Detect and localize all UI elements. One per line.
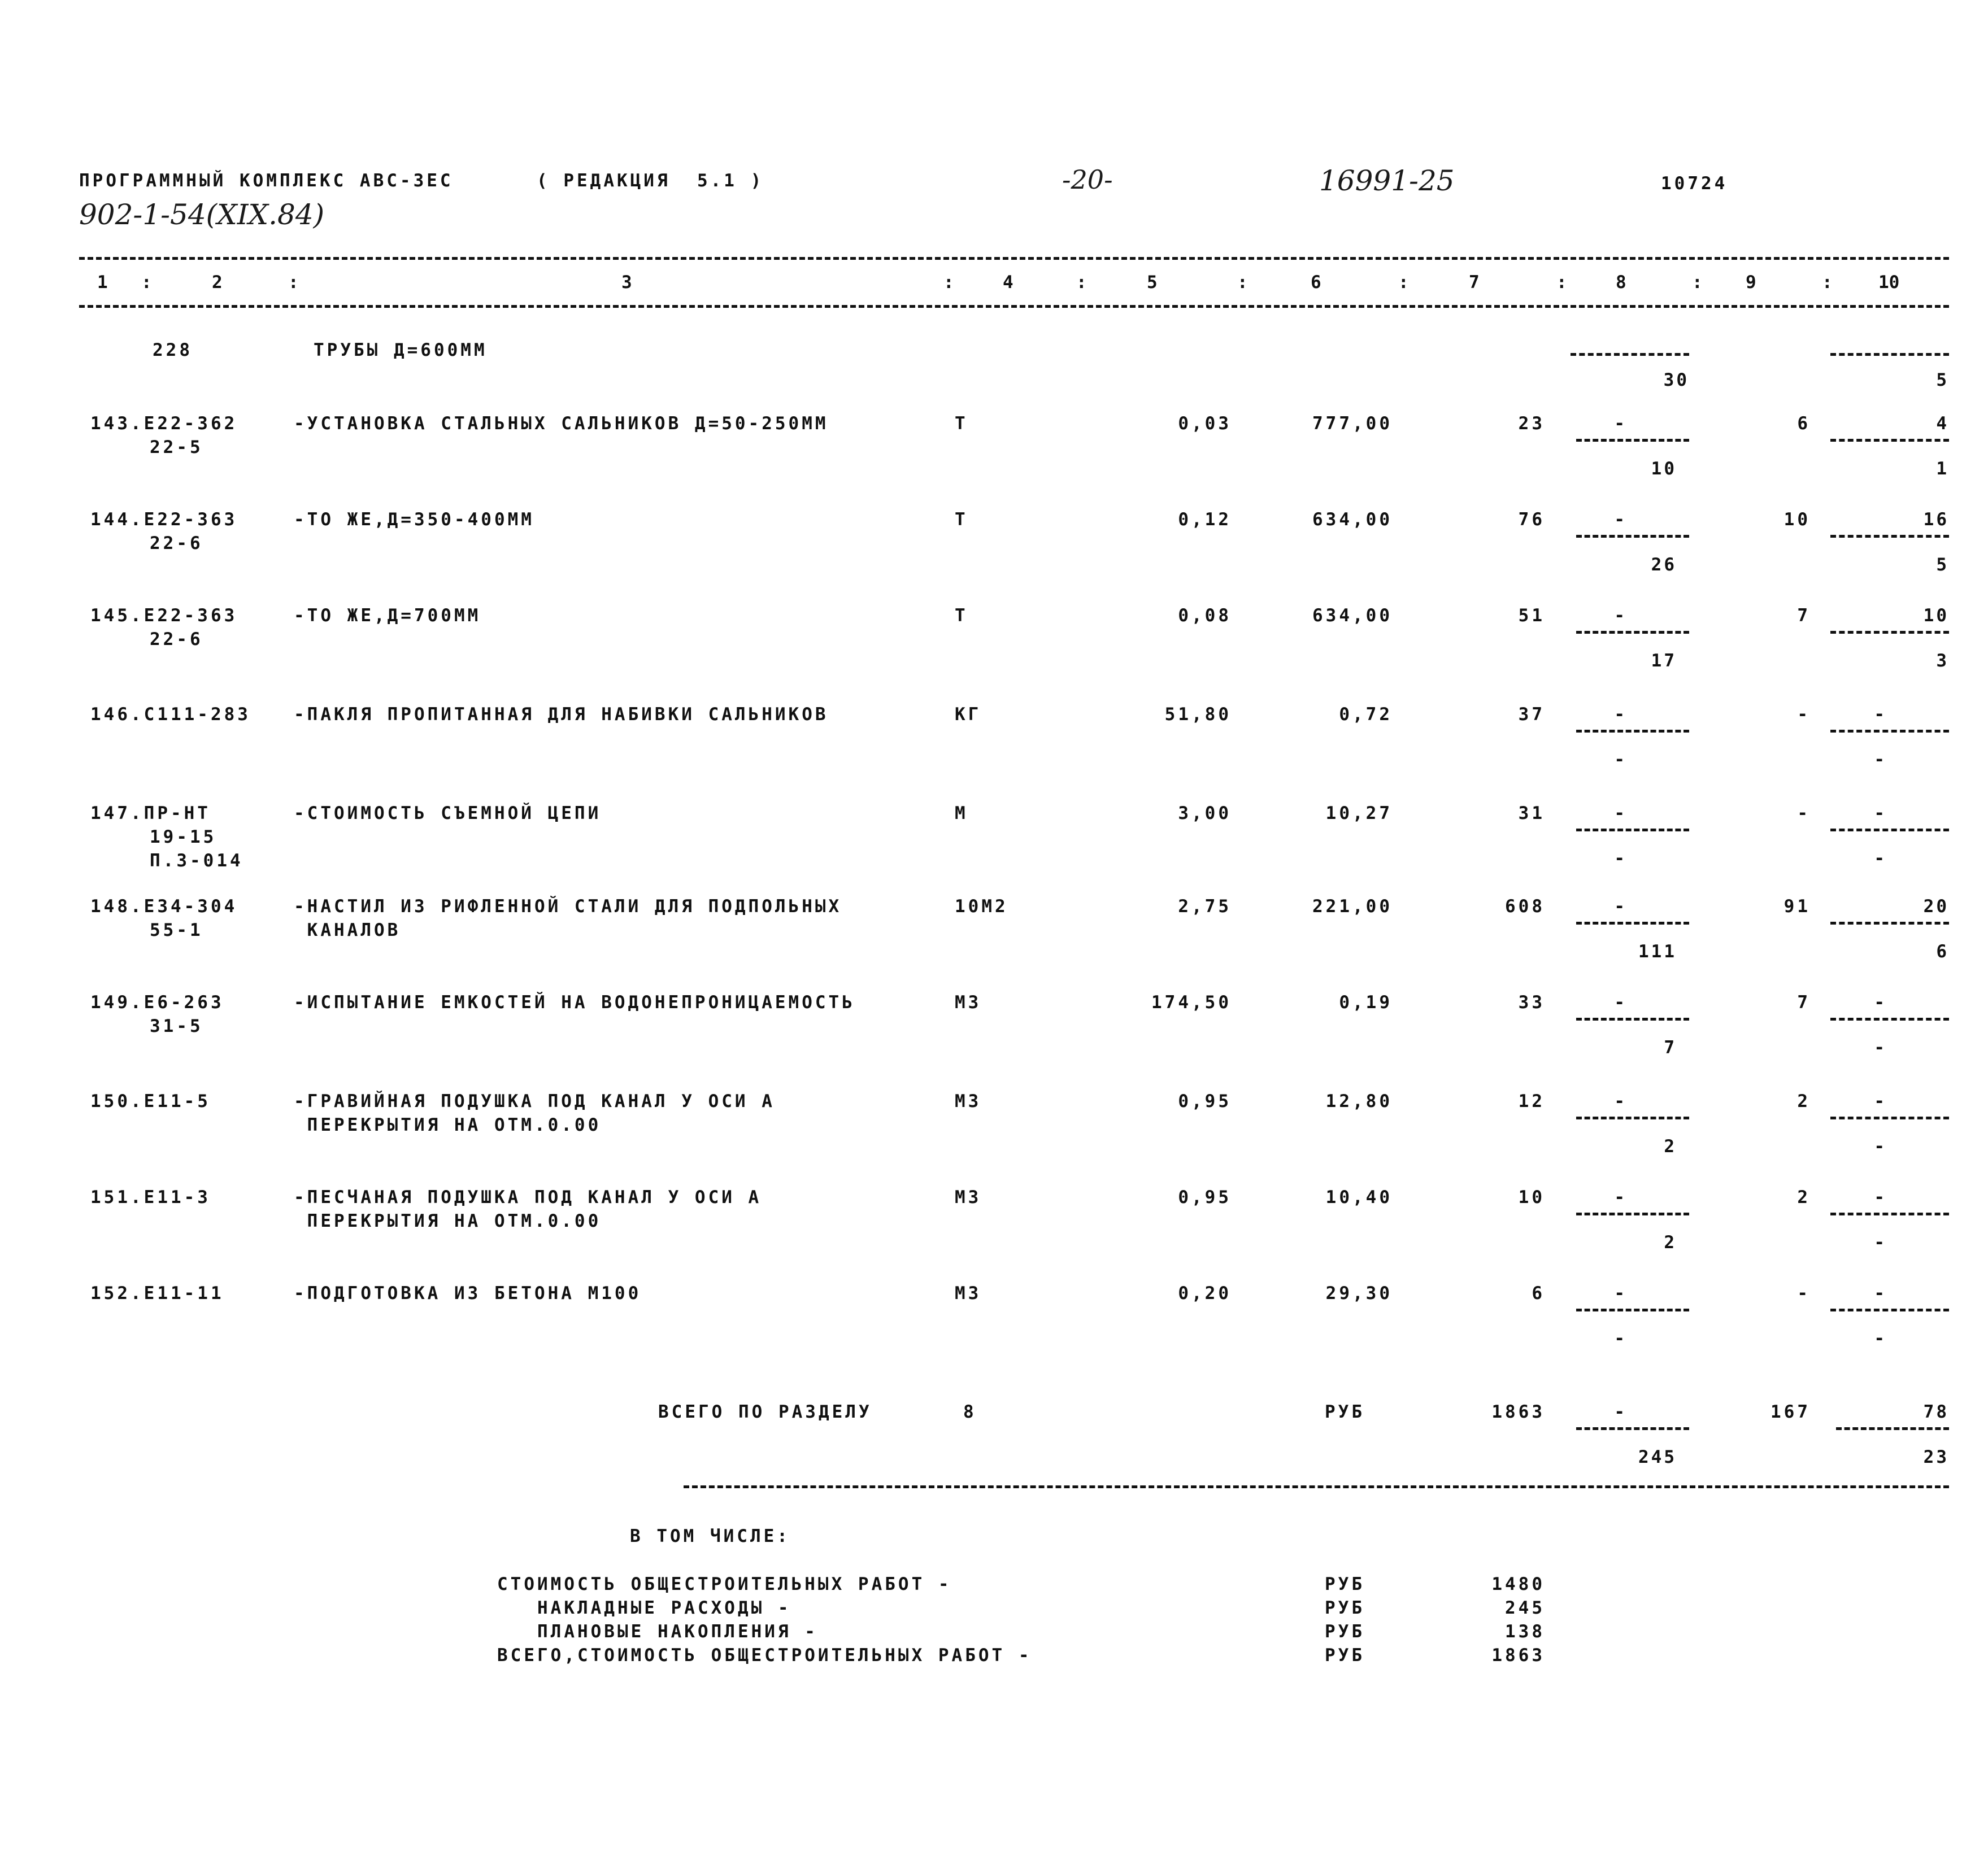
col-sep: : <box>1692 272 1703 293</box>
total-col7: 1863 <box>1491 1402 1545 1422</box>
col-header-8: 8 <box>1616 272 1626 293</box>
breakdown-value: 1863 <box>1491 1645 1545 1666</box>
row-number: 150.Е11-5 <box>90 1091 211 1112</box>
row-col9: 2 <box>1797 1091 1811 1112</box>
row-quantity: 0,12 <box>1178 509 1232 530</box>
row-unit-price: 10,40 <box>1325 1187 1393 1208</box>
row-col10: - - <box>1819 994 1949 1056</box>
col-sep: : <box>943 272 954 293</box>
row-col10: 4 1 <box>1819 415 1949 477</box>
row-total: 12 <box>1518 1091 1545 1112</box>
breakdown-label: ПЛАНОВЫЕ НАКОПЛЕНИЯ - <box>497 1622 818 1642</box>
row-total: 51 <box>1518 605 1545 626</box>
row-col8: - 10 <box>1559 415 1689 477</box>
row-unit-price: 0,19 <box>1339 992 1393 1013</box>
row-quantity: 0,03 <box>1178 413 1232 434</box>
row-code-line: 22-6 <box>150 629 203 650</box>
breakdown-unit: РУБ <box>1325 1598 1365 1618</box>
row-number: 144.Е22-363 <box>90 509 238 530</box>
row-total: 6 <box>1532 1283 1545 1304</box>
row-col10: 16 5 <box>1819 511 1949 573</box>
row-col8: - 2 <box>1559 1093 1689 1155</box>
total-section-number: 8 <box>963 1402 977 1422</box>
row-total: 23 <box>1518 413 1545 434</box>
row-col9: - <box>1797 1283 1811 1304</box>
row-description: -ПЕСЧАНАЯ ПОДУШКА ПОД КАНАЛ У ОСИ А <box>294 1187 762 1208</box>
row-col8: - 7 <box>1559 994 1689 1056</box>
row-total: 608 <box>1505 896 1545 917</box>
edition: ( РЕДАКЦИЯ 5.1 ) <box>537 171 764 191</box>
section-col8: 30 <box>1565 339 1689 395</box>
breakdown-label: ВСЕГО,СТОИМОСТЬ ОБЩЕСТРОИТЕЛЬНЫХ РАБОТ - <box>497 1645 1032 1666</box>
row-col9: 7 <box>1797 992 1811 1013</box>
col-header-5: 5 <box>1147 272 1158 293</box>
row-col10: 10 3 <box>1819 607 1949 669</box>
row-unit-price: 221,00 <box>1312 896 1393 917</box>
row-unit: М3 <box>955 992 982 1013</box>
row-col8: - - <box>1559 706 1689 768</box>
row-code-line: 31-5 <box>150 1016 203 1036</box>
col-sep: : <box>1556 272 1567 293</box>
breakdown-value: 1480 <box>1491 1574 1545 1594</box>
row-unit: М3 <box>955 1283 982 1304</box>
col-header-4: 4 <box>1003 272 1013 293</box>
row-total: 76 <box>1518 509 1545 530</box>
row-code-line: П.3-014 <box>150 851 243 871</box>
row-col9: 91 <box>1783 896 1811 917</box>
row-number: 146.С111-283 <box>90 704 251 725</box>
row-col9: 7 <box>1797 605 1811 626</box>
section-col10: 5 <box>1825 339 1949 395</box>
row-unit: Т <box>955 413 968 434</box>
program-name: ПРОГРАММНЫЙ КОМПЛЕКС АВС-3ЕС <box>79 171 454 191</box>
row-quantity: 0,08 <box>1178 605 1232 626</box>
row-quantity: 51,80 <box>1164 704 1232 725</box>
row-col8: - 17 <box>1559 607 1689 669</box>
row-description: ПЕРЕКРЫТИЯ НА ОТМ.0.00 <box>294 1211 602 1231</box>
row-unit-price: 12,80 <box>1325 1091 1393 1112</box>
row-number: 152.Е11-11 <box>90 1283 224 1304</box>
row-quantity: 0,20 <box>1178 1283 1232 1304</box>
row-quantity: 0,95 <box>1178 1187 1232 1208</box>
col-sep: : <box>1076 272 1087 293</box>
row-unit: М3 <box>955 1091 982 1112</box>
row-description: КАНАЛОВ <box>294 920 401 940</box>
breakdown-unit: РУБ <box>1325 1645 1365 1666</box>
breakdown-label: НАКЛАДНЫЕ РАСХОДЫ - <box>497 1598 791 1618</box>
breakdown-unit: РУБ <box>1325 1622 1365 1642</box>
document-number: 16991-25 <box>1319 164 1455 197</box>
row-unit-price: 0,72 <box>1339 704 1393 725</box>
row-quantity: 174,50 <box>1151 992 1232 1013</box>
row-col9: 2 <box>1797 1187 1811 1208</box>
col-sep: : <box>141 272 152 293</box>
row-description: -НАСТИЛ ИЗ РИФЛЕННОЙ СТАЛИ ДЛЯ ПОДПОЛЬНЫХ <box>294 896 842 917</box>
row-col10: - - <box>1819 805 1949 867</box>
row-description: -ТО ЖЕ,Д=700ММ <box>294 605 481 626</box>
row-description: -УСТАНОВКА СТАЛЬНЫХ САЛЬНИКОВ Д=50-250ММ <box>294 413 829 434</box>
col-header-2: 2 <box>212 272 223 293</box>
row-unit: Т <box>955 509 968 530</box>
row-description: ПЕРЕКРЫТИЯ НА ОТМ.0.00 <box>294 1115 602 1135</box>
row-code-line: 55-1 <box>150 920 203 940</box>
row-total: 31 <box>1518 803 1545 823</box>
total-unit: РУБ <box>1325 1402 1365 1422</box>
col-header-3: 3 <box>621 272 632 293</box>
row-unit: М3 <box>955 1187 982 1208</box>
row-description: -ГРАВИЙНАЯ ПОДУШКА ПОД КАНАЛ У ОСИ А <box>294 1091 775 1112</box>
row-description: -ИСПЫТАНИЕ ЕМКОСТЕЙ НА ВОДОНЕПРОНИЦАЕМОСТЬ <box>294 992 855 1013</box>
breakdown-title: В ТОМ ЧИСЛЕ: <box>630 1526 790 1546</box>
row-quantity: 0,95 <box>1178 1091 1232 1112</box>
col-header-6: 6 <box>1311 272 1321 293</box>
row-code-line: 22-6 <box>150 533 203 553</box>
row-unit-price: 634,00 <box>1312 509 1393 530</box>
row-col8: - - <box>1559 1285 1689 1347</box>
row-col10: - - <box>1819 1093 1949 1155</box>
document-code: 10724 <box>1661 173 1728 194</box>
row-col9: - <box>1797 803 1811 823</box>
total-col9: 167 <box>1771 1402 1811 1422</box>
row-unit: КГ <box>955 704 982 725</box>
row-unit-price: 10,27 <box>1325 803 1393 823</box>
row-col10: - - <box>1819 1285 1949 1347</box>
row-col9: - <box>1797 704 1811 725</box>
row-unit: Т <box>955 605 968 626</box>
row-col8: - 26 <box>1559 511 1689 573</box>
header-rule-top <box>79 257 1949 260</box>
breakdown-value: 245 <box>1505 1598 1545 1618</box>
row-total: 33 <box>1518 992 1545 1013</box>
row-code-line: 19-15 <box>150 827 217 847</box>
row-total: 10 <box>1518 1187 1545 1208</box>
page-number: -20- <box>1062 164 1113 195</box>
row-col10: 20 6 <box>1819 898 1949 960</box>
section-code: 228 <box>153 340 193 360</box>
total-col8: - 245 <box>1559 1404 1689 1466</box>
row-col10: - - <box>1819 1189 1949 1251</box>
breakdown-label: СТОИМОСТЬ ОБЩЕСТРОИТЕЛЬНЫХ РАБОТ - <box>497 1574 952 1594</box>
row-unit: М <box>955 803 968 823</box>
row-code-line: 22-5 <box>150 437 203 457</box>
breakdown-unit: РУБ <box>1325 1574 1365 1594</box>
total-underline <box>684 1485 1949 1488</box>
row-unit-price: 777,00 <box>1312 413 1393 434</box>
row-unit-price: 29,30 <box>1325 1283 1393 1304</box>
total-col10: 78 23 <box>1819 1404 1949 1466</box>
row-description: -ПОДГОТОВКА ИЗ БЕТОНА М100 <box>294 1283 642 1304</box>
breakdown-value: 138 <box>1505 1622 1545 1642</box>
col-sep: : <box>1237 272 1248 293</box>
row-col9: 10 <box>1783 509 1811 530</box>
row-number: 149.Е6-263 <box>90 992 224 1013</box>
col-header-10: 10 <box>1878 272 1900 293</box>
col-sep: : <box>288 272 299 293</box>
col-header-9: 9 <box>1746 272 1756 293</box>
row-quantity: 3,00 <box>1178 803 1232 823</box>
row-col10: - - <box>1819 706 1949 768</box>
row-number: 147.ПР-НТ <box>90 803 211 823</box>
col-header-7: 7 <box>1469 272 1480 293</box>
row-unit-price: 634,00 <box>1312 605 1393 626</box>
row-unit: 10М2 <box>955 896 1008 917</box>
col-header-1: 1 <box>97 272 108 293</box>
row-quantity: 2,75 <box>1178 896 1232 917</box>
header-rule-bottom <box>79 305 1949 308</box>
col-sep: : <box>1822 272 1833 293</box>
section-title: ТРУБЫ Д=600ММ <box>314 340 488 360</box>
row-col8: - 111 <box>1559 898 1689 960</box>
row-number: 151.Е11-3 <box>90 1187 211 1208</box>
row-description: -ПАКЛЯ ПРОПИТАННАЯ ДЛЯ НАБИВКИ САЛЬНИКОВ <box>294 704 829 725</box>
row-number: 145.Е22-363 <box>90 605 238 626</box>
row-col8: - - <box>1559 805 1689 867</box>
row-col9: 6 <box>1797 413 1811 434</box>
row-description: -ТО ЖЕ,Д=350-400ММ <box>294 509 534 530</box>
row-number: 148.Е34-304 <box>90 896 238 917</box>
col-sep: : <box>1398 272 1409 293</box>
row-number: 143.Е22-362 <box>90 413 238 434</box>
row-description: -СТОИМОСТЬ СЪЕМНОЙ ЦЕПИ <box>294 803 602 823</box>
row-col8: - 2 <box>1559 1189 1689 1251</box>
total-label: ВСЕГО ПО РАЗДЕЛУ <box>658 1402 872 1422</box>
row-total: 37 <box>1518 704 1545 725</box>
project-reference: 902-1-54(XIX.84) <box>79 198 325 231</box>
